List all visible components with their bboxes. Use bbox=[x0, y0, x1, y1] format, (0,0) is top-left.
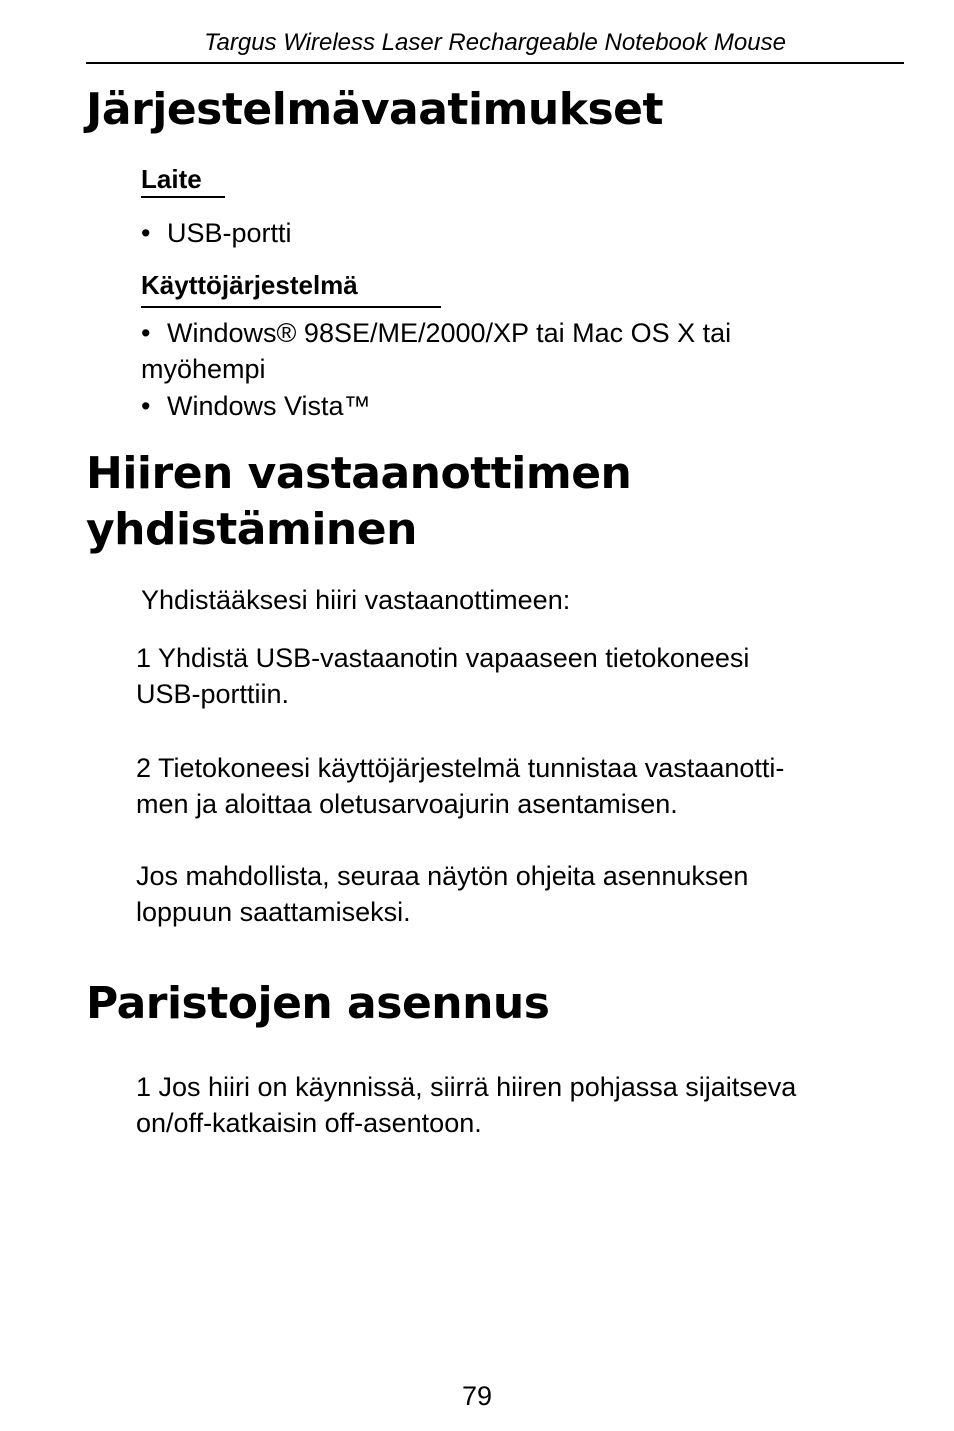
step1-line2: USB-porttiin. bbox=[136, 679, 290, 709]
section-title-receiver-line1: Hiiren vastaanottimen bbox=[86, 448, 632, 499]
step2-line2: men ja aloittaa oletusarvoajurin asentamisen. bbox=[136, 789, 678, 819]
list-item-usb-port bbox=[141, 215, 292, 251]
bullet-glyph: • bbox=[141, 318, 151, 348]
page-number: 79 bbox=[461, 1381, 493, 1411]
section-title-system-requirements: Järjestelmävaatimukset bbox=[86, 84, 664, 135]
subheading-os-underline bbox=[141, 306, 441, 308]
subheading-device: Laite bbox=[141, 164, 202, 194]
battery-step1-line2: on/off-katkaisin off-asentoon. bbox=[136, 1108, 482, 1138]
list-item-text: Windows® 98SE/ME/2000/XP tai Mac OS X tai bbox=[167, 318, 732, 348]
list-item-windows-mac-cont: myöhempi bbox=[141, 354, 266, 384]
section-title-battery-installation: Paristojen asennus bbox=[86, 978, 550, 1029]
section-title-receiver-line2: yhdistäminen bbox=[86, 504, 417, 555]
battery-step1-line1: 1 Jos hiiri on käynnissä, siirrä hiiren pohjassa sijaitseva bbox=[136, 1072, 797, 1102]
subheading-os: Käyttöjärjestelmä bbox=[141, 270, 358, 300]
bullet-glyph: • bbox=[141, 218, 151, 248]
running-header bbox=[86, 26, 904, 64]
bullet-glyph: • bbox=[141, 391, 151, 421]
note-line1: Jos mahdollista, seuraa näytön ohjeita asennuksen bbox=[136, 861, 749, 891]
list-item-windows-vista bbox=[141, 388, 371, 424]
list-item-text: USB-portti bbox=[167, 218, 292, 248]
step1-line1: 1 Yhdistä USB-vastaanotin vapaaseen tietokoneesi bbox=[136, 643, 750, 673]
section2-intro: Yhdistääksesi hiiri vastaanottimeen: bbox=[141, 585, 571, 615]
list-item-text: Windows Vista™ bbox=[167, 391, 371, 421]
note-line2: loppuun saattamiseksi. bbox=[136, 897, 411, 927]
subheading-device-underline bbox=[141, 196, 225, 198]
step2-line1: 2 Tietokoneesi käyttöjärjestelmä tunnistaa vastaanotti- bbox=[136, 753, 785, 783]
header-title: Targus Wireless Laser Rechargeable Notebook Mouse bbox=[204, 29, 786, 56]
list-item-windows-mac bbox=[141, 315, 731, 351]
